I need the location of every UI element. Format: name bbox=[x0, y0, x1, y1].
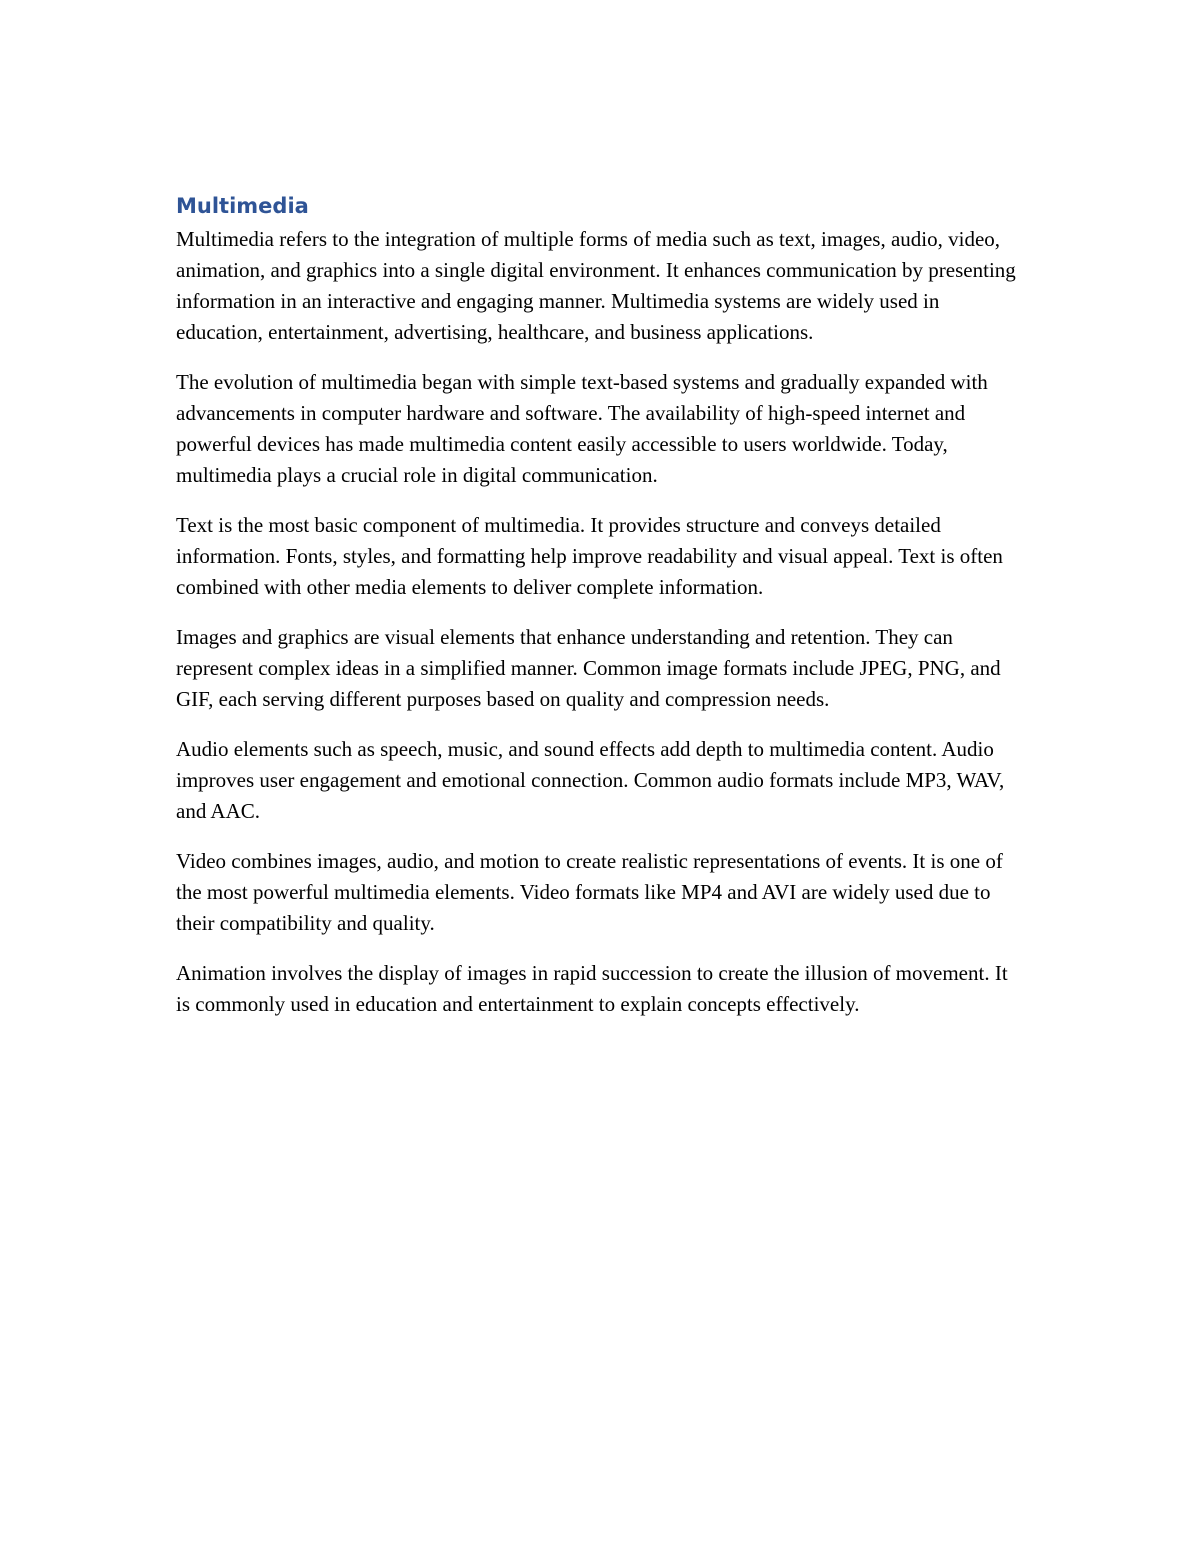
document-body bbox=[176, 190, 1026, 1039]
paragraph-animation: Animation involves the display of images in rapid succession to create the illusion of movement. It is commonly used in education and entertainment to explain concepts effectively. bbox=[176, 961, 1008, 1016]
paragraph-audio: Audio elements such as speech, music, and sound effects add depth to multimedia content. Audio improves user engagement and emotional connection. Common audio formats include MP3, WAV, and AAC. bbox=[176, 737, 1005, 823]
paragraph-text-component: Text is the most basic component of multimedia. It provides structure and conveys detailed information. Fonts, styles, and formatting help improve readability and visual appeal. Text is often combined with other media elements to deliver complete information. bbox=[176, 513, 1003, 599]
paragraph-multimedia-evolution: The evolution of multimedia began with simple text-based systems and gradually expanded with advancements in computer hardware and software. The availability of high-speed internet and powerful devices has made multimedia content easily accessible to users worldwide. Today, multimedia plays a crucial role in digital communication. bbox=[176, 370, 988, 487]
paragraph-multimedia-definition: Multimedia refers to the integration of multiple forms of media such as text, images, audio, video, animation, and graphics into a single digital environment. It enhances communication by presenting information in an interactive and engaging manner. Multimedia systems are widely used in education, entertainment, advertising, healthcare, and business applications. bbox=[176, 227, 1016, 344]
paragraph-images-graphics: Images and graphics are visual elements that enhance understanding and retention. They can represent complex ideas in a simplified manner. Common image formats include JPEG, PNG, and GIF, each serving different purposes based on quality and compression needs. bbox=[176, 625, 1001, 711]
paragraph-video: Video combines images, audio, and motion to create realistic representations of events. It is one of the most powerful multimedia elements. Video formats like MP4 and AVI are widely used due to their compatibility and quality. bbox=[176, 849, 1003, 935]
document-heading: Multimedia bbox=[176, 194, 309, 218]
